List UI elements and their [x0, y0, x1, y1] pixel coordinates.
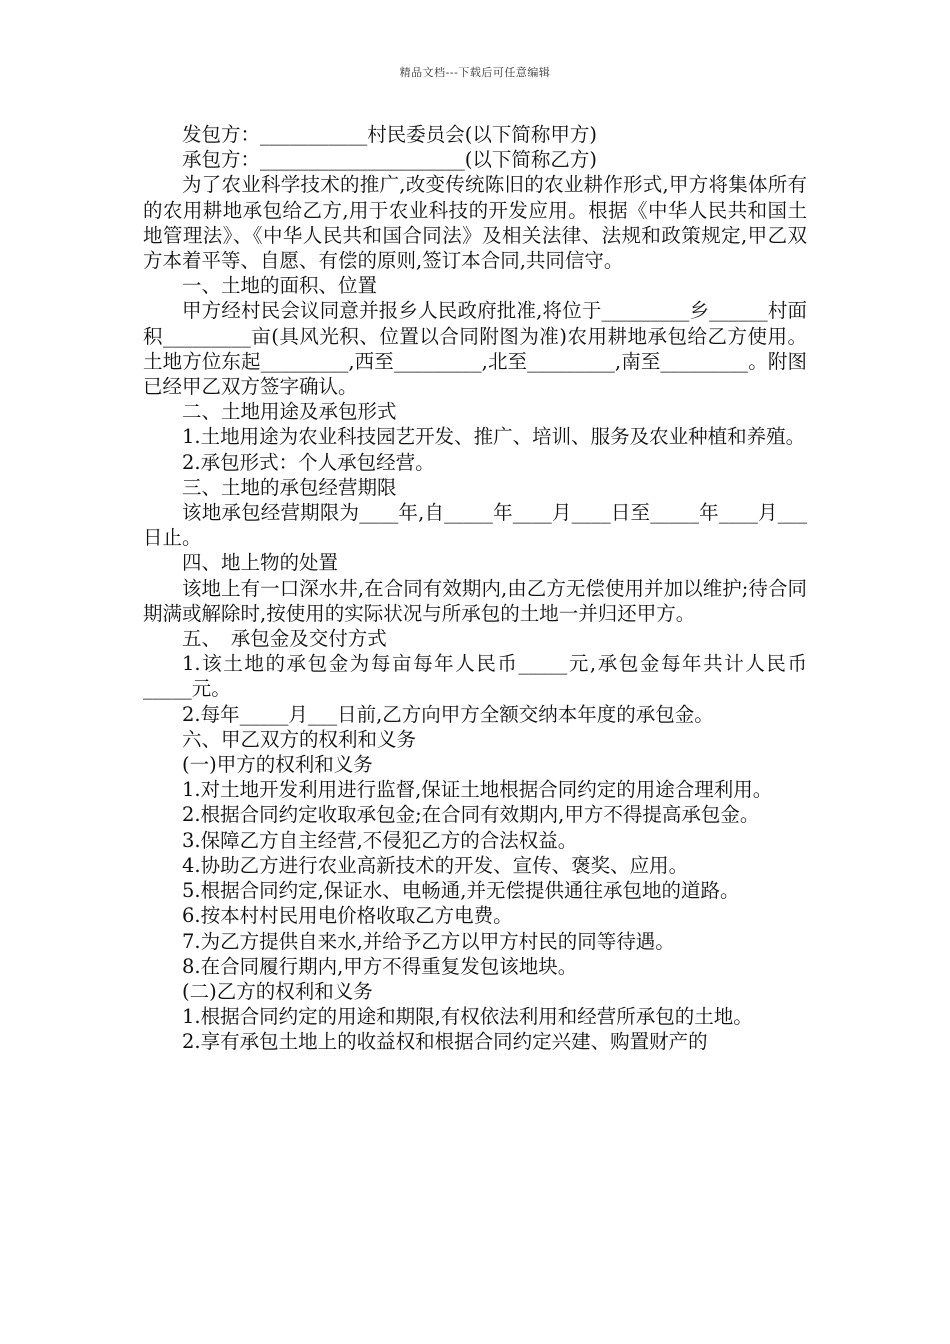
section-heading: 六、甲乙双方的权利和义务 [182, 727, 417, 751]
paragraph: 该地上有一口深水井,在合同有效期内,由乙方无偿使用并加以维护;待合同期满或解除时,按使用的实际状况与所承包的土地一并归还甲方。 [143, 576, 807, 625]
paragraph: 承包方：_____________________(以下简称乙方) [182, 148, 597, 172]
section-heading: 二、土地用途及承包形式 [182, 400, 397, 424]
section-heading: 三、土地的承包经营期限 [182, 475, 397, 499]
paragraph: 2.每年_____月___日前,乙方向甲方全额交纳本年度的承包金。 [182, 702, 714, 726]
paragraph: 1.根据合同约定的用途和期限,有权依法利用和经营所承包的土地。 [182, 1005, 753, 1029]
page-header: 精品文档---下载后可任意编辑 [399, 66, 551, 79]
paragraph: 该地承包经营期限为____年,自_____年____月____日至_____年____月___日止。 [143, 501, 807, 550]
section-heading: 四、地上物的处置 [182, 551, 339, 575]
paragraph: 6.按本村村民用电价格收取乙方电费。 [182, 904, 513, 928]
section-heading: 五、 承包金及交付方式 [182, 627, 387, 651]
paragraph: 5.根据合同约定,保证水、电畅通,并无偿提供通往承包地的道路。 [182, 879, 740, 903]
paragraph: 甲方经村民会议同意并报乡人民政府批准,将位于_________乡______村面积_________亩(具风光积、位置以合同附图为准)农用耕地承包给乙方使用。土地方位东起_________,西至_________,北至_________,南至_________。附图已经甲乙双方签字确认。 [143, 299, 807, 399]
paragraph: 2.承包形式：个人承包经营。 [182, 450, 435, 474]
paragraph: 1.对土地开发利用进行监督,保证土地根据合同约定的用途合理利用。 [182, 778, 773, 802]
paragraph: 3.保障乙方自主经营,不侵犯乙方的合法权益。 [182, 828, 578, 852]
section-heading: 一、土地的面积、位置 [182, 274, 378, 298]
paragraph: 2.享有承包土地上的收益权和根据合同约定兴建、购置财产的 [182, 1030, 708, 1054]
paragraph: 2.根据合同约定收取承包金;在合同有效期内,甲方不得提高承包金。 [182, 803, 760, 827]
subsection-heading: (二)乙方的权利和义务 [182, 979, 373, 1003]
paragraph: 1.土地用途为农业科技园艺开发、推广、培训、服务及农业种植和养殖。 [182, 425, 806, 449]
contract-body [143, 122, 807, 1055]
paragraph: 8.在合同履行期内,甲方不得重复发包该地块。 [182, 954, 578, 978]
paragraph: 为了农业科学技术的推广,改变传统陈旧的农业耕作形式,甲方将集体所有的农用耕地承包给乙方,用于农业科技的开发应用。根据《中华人民共和国土地管理法》、《中华人民共和国合同法》及相关法律、法规和政策规定,甲乙双方本着平等、自愿、有偿的原则,签订本合同,共同信守。 [143, 173, 807, 273]
paragraph: 1.该土地的承包金为每亩每年人民币_____元,承包金每年共计人民币_____元。 [143, 652, 807, 701]
subsection-heading: (一)甲方的权利和义务 [182, 753, 373, 777]
paragraph: 发包方：___________村民委员会(以下简称甲方) [182, 123, 597, 146]
paragraph: 7.为乙方提供自来水,并给予乙方以甲方村民的同等待遇。 [182, 929, 675, 953]
paragraph: 4.协助乙方进行农业高新技术的开发、宣传、褒奖、应用。 [182, 853, 689, 877]
